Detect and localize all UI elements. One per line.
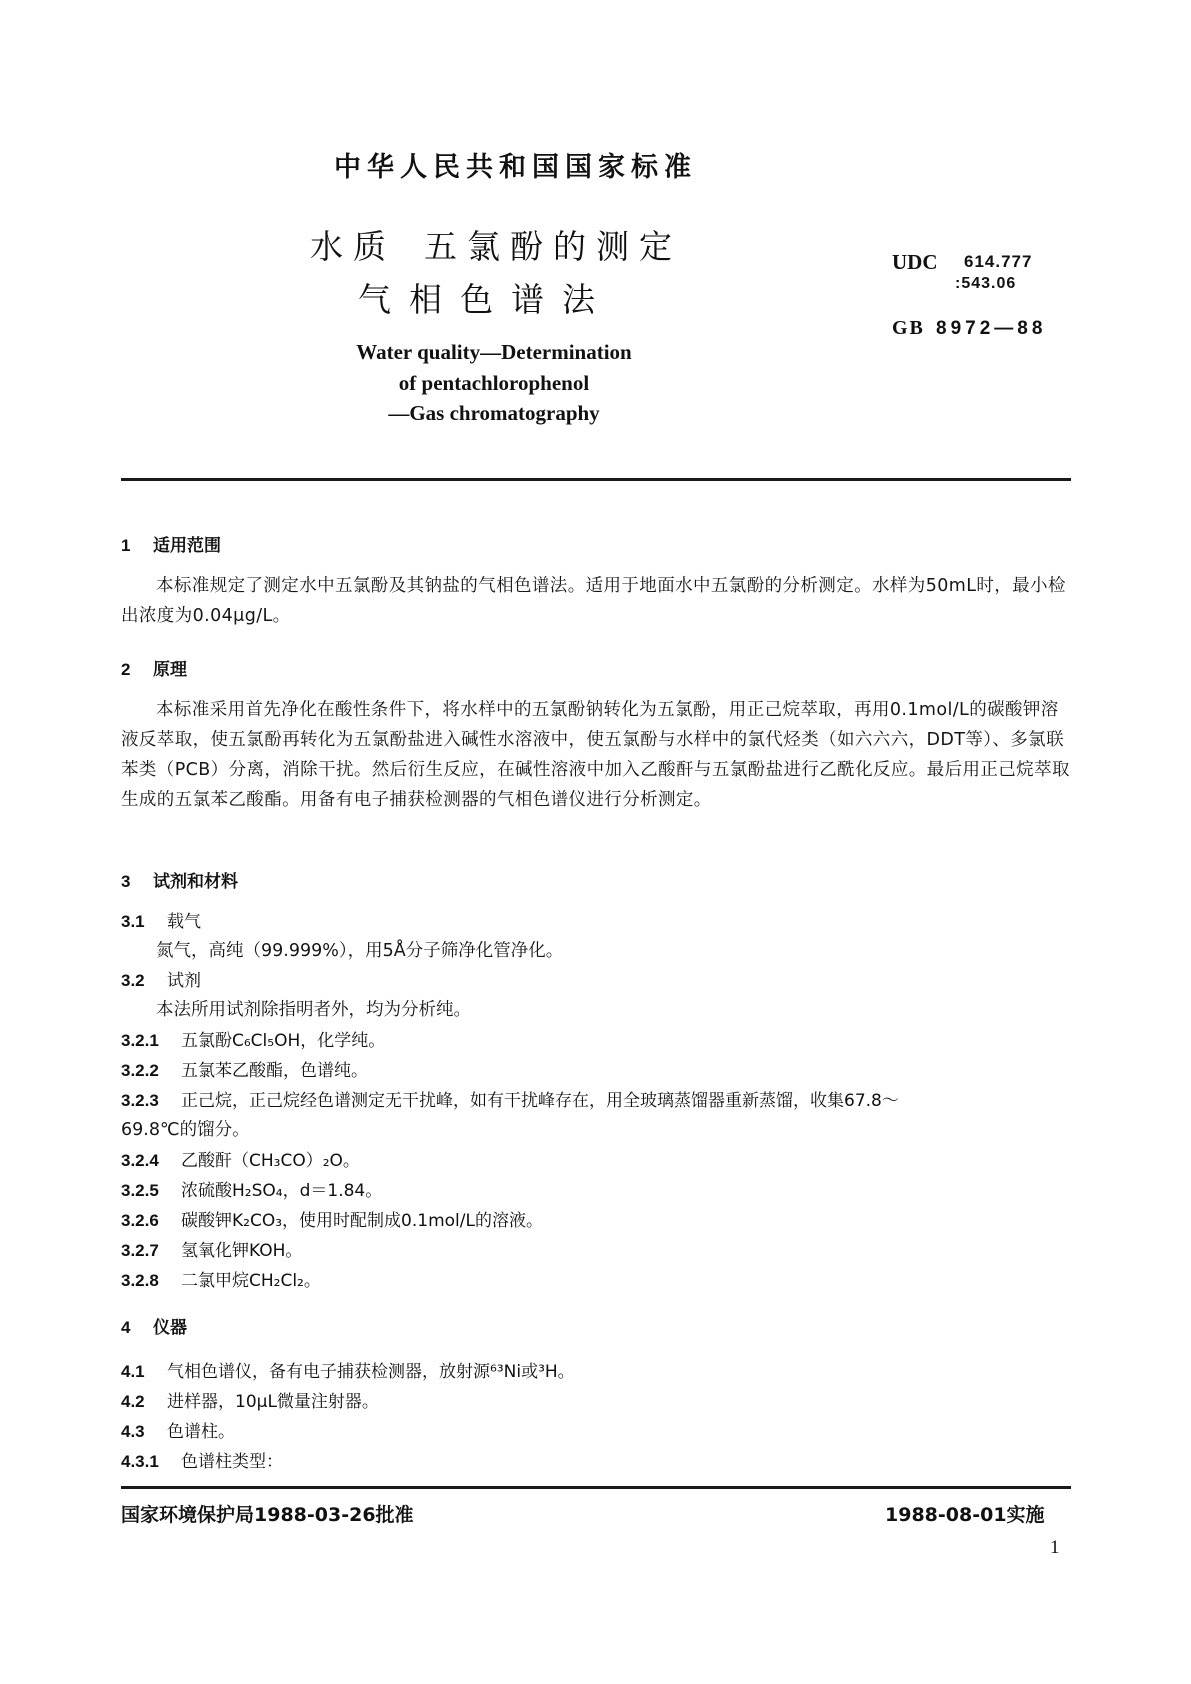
title-en-line1: Water quality—Determination — [356, 340, 632, 364]
instrument-4-1 — [121, 1357, 575, 1382]
clause-text: 氢氧化钾KOH。 — [181, 1241, 303, 1261]
subsection-3-1-text: 氮气，高纯（99.999%），用5Å分子筛净化管净化。 — [156, 941, 564, 961]
clause-number: 3.2.6 — [121, 1211, 159, 1230]
clause-number: 3.2.7 — [121, 1241, 159, 1260]
udc-label: UDC — [892, 250, 938, 274]
clause-number: 3.2.5 — [121, 1181, 159, 1200]
section-title: 原理 — [153, 660, 187, 680]
section-number: 1 — [121, 536, 131, 555]
section-4-heading — [121, 1313, 187, 1338]
section-number: 4 — [121, 1318, 131, 1337]
section-2-heading — [121, 655, 187, 680]
clause-number: 3.2.2 — [121, 1061, 159, 1080]
clause-number: 4.3 — [121, 1422, 145, 1441]
reagent-3-2-2 — [121, 1056, 368, 1081]
section-2-paragraph: 本标准采用首先净化在酸性条件下，将水样中的五氯酚钠转化为五氯酚，用正己烷萃取，再用0.1mol/L的碳酸钾溶液反萃取，使五氯酚再转化为五氯酚盐进入碱性水溶液中，使五氯酚与水样中的氯代烃类（如六六六，DDT等）、多氯联苯类（PCB）分离，消除干扰。然后衍生反应，在碱性溶液中加入乙酸酐与五氯酚盐进行乙酰化反应。最后用正己烷萃取生成的五氯苯乙酸酯。用备有电子捕获检测器的气相色谱仪进行分析测定。 — [121, 700, 1070, 810]
clause-number: 3.2.8 — [121, 1271, 159, 1290]
clause-text: 二氯甲烷CH₂Cl₂。 — [181, 1271, 321, 1291]
clause-text: 进样器，10μL微量注射器。 — [167, 1392, 379, 1412]
effective-date-line: 1988-08-01实施 — [885, 1504, 1045, 1526]
header-divider — [121, 478, 1071, 481]
clause-text: 气相色谱仪，备有电子捕获检测器，放射源⁶³Ni或³H。 — [167, 1362, 575, 1382]
subsection-3-2 — [121, 966, 201, 991]
section-number: 3 — [121, 872, 131, 891]
udc-value-2: :543.06 — [955, 275, 1017, 292]
title-cn-line2: 气相色谱法 — [358, 280, 613, 319]
instrument-4-2 — [121, 1387, 379, 1412]
clause-text: 五氯苯乙酸酯，色谱纯。 — [181, 1061, 368, 1081]
reagent-3-2-4 — [121, 1146, 360, 1171]
clause-text: 正己烷，正己烷经色谱测定无干扰峰，如有干扰峰存在，用全玻璃蒸馏器重新蒸馏，收集67.8～ — [181, 1091, 899, 1111]
clause-number: 3.2.1 — [121, 1031, 159, 1050]
clause-number: 3.1 — [121, 912, 145, 931]
subsection-3-1 — [121, 907, 201, 932]
title-cn-line1 — [310, 221, 682, 268]
clause-text: 碳酸钾K₂CO₃，使用时配制成0.1mol/L的溶液。 — [181, 1211, 543, 1231]
title-en-line2: of pentachlorophenol — [398, 371, 590, 395]
section-title: 适用范围 — [153, 536, 221, 556]
clause-number: 3.2.3 — [121, 1091, 159, 1110]
udc-value-1: 614.777 — [964, 252, 1033, 271]
clause-text: 五氯酚C₆Cl₅OH，化学纯。 — [181, 1031, 386, 1051]
reagent-3-2-3-continued: 69.8℃的馏分。 — [121, 1120, 250, 1140]
reagent-3-2-1 — [121, 1026, 385, 1051]
title-cn-part2: 五氯酚的测定 — [424, 227, 682, 266]
section-1-paragraph: 本标准规定了测定水中五氯酚及其钠盐的气相色谱法。适用于地面水中五氯酚的分析测定。水样为50mL时，最小检出浓度为0.04μg/L。 — [121, 576, 1066, 626]
title-cn-part1: 水质 — [310, 227, 396, 266]
page-number: 1 — [1050, 1537, 1060, 1558]
section-number: 2 — [121, 660, 131, 679]
instrument-4-3-1 — [121, 1447, 283, 1472]
clause-title: 载气 — [167, 912, 201, 932]
clause-text: 浓硫酸H₂SO₄，d＝1.84。 — [181, 1181, 383, 1201]
subsection-3-2-text: 本法所用试剂除指明者外，均为分析纯。 — [156, 1000, 471, 1020]
standard-number: 8972—88 — [936, 318, 1047, 339]
reagent-3-2-5 — [121, 1176, 382, 1201]
reagent-3-2-8 — [121, 1266, 321, 1291]
section-3-heading — [121, 867, 238, 892]
footer-divider — [121, 1486, 1071, 1489]
clause-number: 3.2 — [121, 971, 145, 990]
clause-title: 试剂 — [167, 971, 201, 991]
instrument-4-3 — [121, 1417, 235, 1442]
issuing-authority: 中华人民共和国国家标准 — [334, 152, 697, 183]
clause-text: 色谱柱类型： — [181, 1452, 283, 1472]
clause-number: 4.2 — [121, 1392, 145, 1411]
standard-prefix: GB — [892, 317, 925, 339]
section-title: 试剂和材料 — [153, 872, 238, 892]
section-title: 仪器 — [153, 1318, 187, 1338]
reagent-3-2-7 — [121, 1236, 302, 1261]
section-1-heading — [121, 531, 221, 556]
clause-number: 3.2.4 — [121, 1151, 159, 1170]
approval-line: 国家环境保护局1988-03-26批准 — [121, 1504, 414, 1526]
clause-text: 色谱柱。 — [167, 1422, 235, 1442]
clause-number: 4.3.1 — [121, 1452, 159, 1471]
reagent-3-2-3 — [121, 1086, 899, 1111]
clause-text: 乙酸酐（CH₃CO）₂O。 — [181, 1151, 360, 1171]
title-en-line3: —Gas chromatography — [388, 401, 600, 425]
reagent-3-2-6 — [121, 1206, 543, 1231]
clause-number: 4.1 — [121, 1362, 145, 1381]
